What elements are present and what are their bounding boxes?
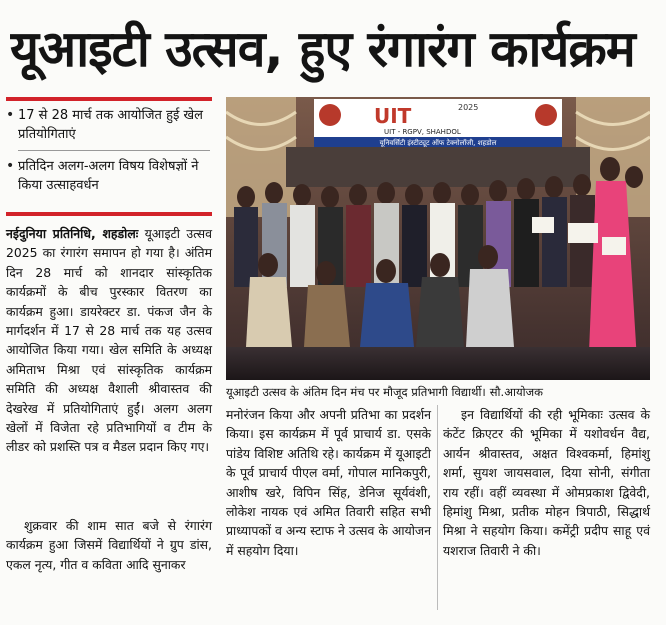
banner-uit-text: UIT [374,104,412,128]
stage-banner [314,99,562,147]
body-text: यूआइटी उत्सव 2025 का रंगारंग समापन हो गया है। अंतिम दिन 28 मार्च को शानदार सांस्कृतिक कार्यक्रमों के बीच पुरस्कार वितरण का कार्यक्रम हुआ। डायरेक्टर डा. पंकज जैन के मार्गदर्शन में 17 से 28 मार्च तक यह उत्सव आयोजित किया गया। खेल समिति के अध्यक्ष अमिताभ मिश्रा एवं सांस्कृतिक कार्यक्रम समिति की अध्यक्ष वैशाली श्रीवास्तव की देखरेख में प्रतियोगिताएं हुईं। अलग अलग खेलों में विजेता रहे प्रतिभागियों व टीम के लीडर को प्रशस्ति पत्र व मैडल प्रदान किए गए। [6,226,212,455]
body-column-1b [6,516,212,574]
photo-caption [226,383,650,401]
body-column-3 [443,405,650,560]
banner-year-text: 2025 [458,103,479,112]
body-text: इन विद्यार्थियों की रही भूमिकाः उत्सव के कंटेंट क्रिएटर की भूमिका में यशोवर्धन वैद्य, आर्यन श्रीवास्तव, अक्षत विश्वकर्मा, हिमांशु शर्मा, सुयश जायसवाल, दिया सोनी, संगीता राय रहीं। वहीं व्यवस्था में ओमप्रकाश द्विवेदी, हिमांशु मिश्रा, प्रतीक मोहन त्रिपाठी, सिद्धार्थ मिश्रा ने सहयोग किया। कमेंट्री प्रदीप साहू एवं यशराज तिवारी ने की। [443,407,650,558]
highlight-text: प्रतिदिन अलग-अलग विषय विशेषज्ञों ने किया उत्साहवर्धन [18,159,199,193]
headline: यूआइटी उत्सव, हुए रंगारंग कार्यक्रम [10,20,635,78]
banner-sub-text: UIT - RGPV, SHAHDOL [384,128,461,136]
highlight-item [6,157,210,195]
banner-strip-text: यूनिवर्सिटी इंस्टीट्यूट ऑफ टेक्नोलॉजी, शहडोल [379,139,497,147]
bullet-icon: • [6,107,15,123]
highlight-text: 17 से 28 मार्च तक आयोजित हुई खेल प्रतियोगिताएं [18,108,203,142]
event-photo [226,97,650,380]
highlight-divider [18,150,210,151]
body-text: शुक्रवार की शाम सात बजे से रंगारंग कार्यक्रम हुआ जिसमें विद्यार्थियों ने ग्रुप डांस, एकल नृत्य, गीत व कविता आदि सुनाकर [6,518,212,572]
caption-text: यूआइटी उत्सव के अंतिम दिन मंच पर मौजूद प्रतिभागी विद्यार्थी। [226,385,486,399]
highlights-top-rule [6,97,212,101]
caption-credit: सौ.आयोजक [489,385,543,399]
column-divider [437,405,438,610]
bullet-icon: • [6,158,15,174]
highlights-box [6,106,210,201]
body-column-1a [6,224,212,457]
highlight-item [6,106,210,144]
body-text: मनोरंजन किया और अपनी प्रतिभा का प्रदर्शन किया। इस कार्यक्रम में पूर्व प्राचार्य डा. एसके पांडेय विशिष्ट अतिथि रहे। कार्यक्रम में यूआइटी के पूर्व प्राचार्य पीएल वर्मा, गोपाल मानिकपुरी, आशीष खरे, विपिन सिंह, डेनिज सूर्यवंशी, लोकेश नायक एवं अमित तिवारी सहित सभी प्राध्यापकों व अन्य स्टाफ ने उत्सव के आयोजन में सहयोग दिया। [226,407,431,558]
highlights-bottom-rule [6,212,212,216]
dateline: नईदुनिया प्रतिनिधि, शहडोलः [6,226,139,241]
body-column-2 [226,405,431,560]
